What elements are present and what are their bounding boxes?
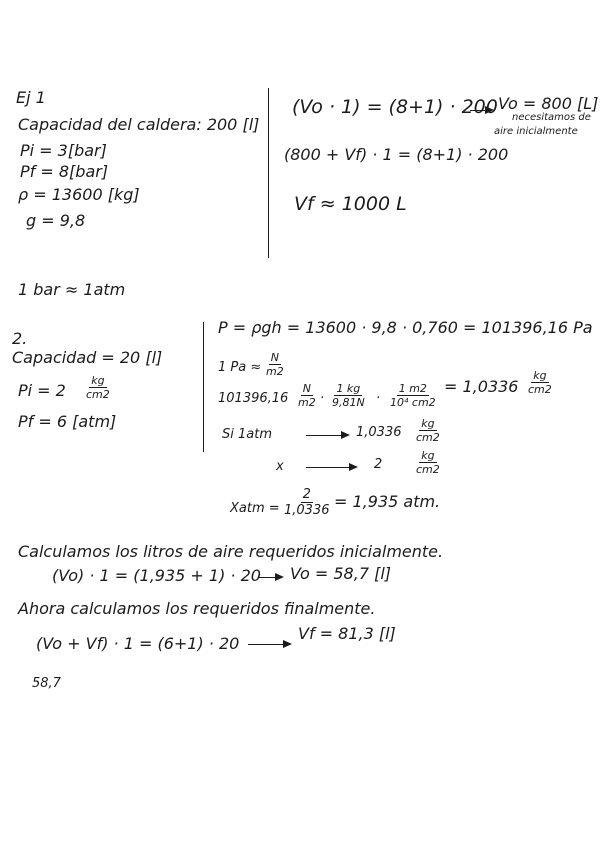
bar-atm-equivalence: 1 bar ≈ 1atm (18, 280, 126, 299)
ej2-eq-initial-left: (Vo) · 1 = (1,935 + 1) · 20 (52, 566, 261, 585)
ej2-conv-n1: N (302, 382, 311, 395)
ej1-divider (268, 88, 269, 258)
ej2-xatm-left: Xatm = (230, 501, 280, 516)
ej2-conv-d2: 9,81N (332, 396, 365, 409)
ej2-si-unit-den: cm2 (416, 431, 440, 444)
ej2-xatm-frac (284, 488, 330, 517)
ej2-xatm-num: 2 (302, 487, 311, 502)
ej2-eq-initial-arrow (258, 577, 282, 578)
ej2-eq-initial-right: Vo = 58,7 [l] (290, 564, 392, 583)
ej1-eq1-left: (Vo · 1) = (8+1) · 200 (292, 96, 498, 118)
ej2-x-arrow (306, 467, 356, 468)
ej1-title: Ej 1 (16, 88, 46, 107)
ej2-conv-dot2: · (376, 391, 381, 406)
ej2-si-val: 1,0336 (356, 425, 402, 440)
ej2-conv-d1: m2 (298, 396, 316, 409)
ej2-title: 2. (12, 329, 28, 348)
ej2-x-unit-num: kg (421, 449, 435, 462)
ej1-rho: ρ = 13600 [kg] (18, 185, 140, 204)
ej2-conv-d3: 10⁴ cm2 (390, 396, 436, 409)
ej1-note-line2: aire inicialmente (494, 126, 578, 137)
ej1-eq2: (800 + Vf) · 1 = (8+1) · 200 (284, 145, 509, 164)
ej1-g: g = 9,8 (26, 211, 86, 230)
ej2-si-unit-num: kg (421, 417, 435, 430)
ej2-pa-unit (266, 352, 284, 377)
ej1-pi: Pi = 3[bar] (20, 141, 107, 160)
ej2-pa-num: N (270, 351, 279, 364)
ej2-conv-result: = 1,0336 (444, 377, 519, 396)
ej1-pf: Pf = 8[bar] (20, 162, 109, 181)
ej2-bottom-value: 58,7 (32, 676, 61, 691)
ej1-note-line1: necesitamos de (512, 112, 591, 123)
ej2-pi-unit (86, 375, 110, 400)
ej2-eq-final-left: (Vo + Vf) · 1 = (6+1) · 20 (36, 634, 240, 653)
ej2-capacidad: Capacidad = 20 [l] (12, 348, 163, 367)
ej2-eq-final-right: Vf = 81,3 [l] (298, 624, 396, 643)
ej2-si-arrow (306, 435, 348, 436)
ej2-conv-unit (528, 370, 552, 395)
ej2-pa-den: m2 (266, 365, 284, 378)
ej2-xatm-den: 1,0336 (284, 503, 330, 518)
ej2-si-left: Si 1atm (222, 427, 272, 442)
ej2-eq-final-arrow (248, 644, 290, 645)
ej2-conv-unit-num: kg (533, 369, 547, 382)
ej2-x-val: 2 (374, 457, 383, 472)
ej2-x-unit-den: cm2 (416, 463, 440, 476)
ej2-calc-final: Ahora calculamos los requeridos finalmente. (18, 599, 376, 618)
ej2-calc-initial: Calculamos los litros de aire requeridos inicialmente. (18, 542, 444, 561)
ej1-capacidad: Capacidad del caldera: 200 [l] (18, 115, 260, 134)
ej2-xatm-result: = 1,935 atm. (334, 492, 441, 511)
ej1-eq1-right: Vo = 800 [L] (498, 94, 599, 113)
ej2-conv-unit-den: cm2 (528, 383, 552, 396)
ej2-x-unit (416, 450, 440, 475)
ej1-eq3: Vf ≈ 1000 L (294, 193, 407, 215)
ej1-eq1-arrow (470, 110, 492, 111)
ej2-conv-n2: 1 kg (336, 382, 361, 395)
ej2-pi-unit-num: kg (91, 374, 105, 387)
ej2-conv-frac2 (332, 383, 365, 408)
ej2-pa-left: 1 Pa ≈ (218, 360, 262, 375)
ej2-pf: Pf = 6 [atm] (18, 412, 117, 431)
ej2-divider (203, 322, 204, 452)
ej2-si-unit (416, 418, 440, 443)
ej2-conv-dot1: · (320, 391, 325, 406)
ej2-x-left: x (276, 459, 284, 474)
ej2-pi-left: Pi = 2 (18, 381, 66, 400)
ej2-conv-frac3 (390, 383, 436, 408)
ej2-conv-n3: 1 m2 (398, 382, 427, 395)
ej2-pi-unit-den: cm2 (86, 388, 110, 401)
ej2-conv-frac1 (298, 383, 316, 408)
ej2-conv-left: 101396,16 (218, 391, 289, 406)
ej2-pressure-eq: P = ρgh = 13600 · 9,8 · 0,760 = 101396,16 Pa (218, 318, 593, 337)
